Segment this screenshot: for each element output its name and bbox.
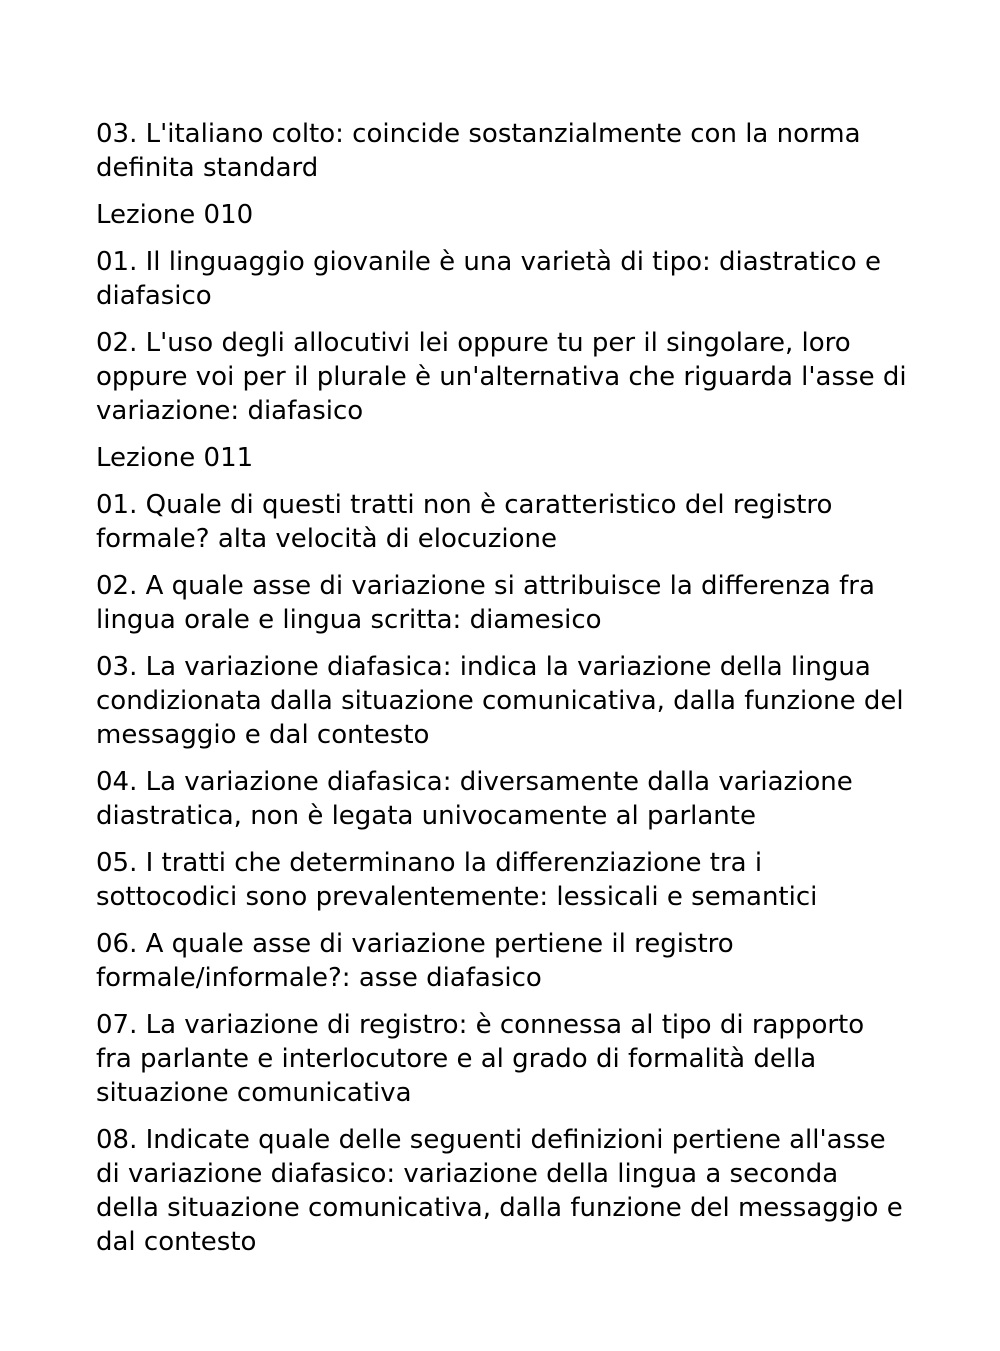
answer-paragraph: 02. A quale asse di variazione si attribuisce la differenza fra lingua orale e lingua scritta: diamesico (96, 571, 875, 635)
answer-paragraph: 08. Indicate quale delle seguenti definizioni pertiene all'asse di variazione diafasico: variazione della lingua a seconda della situazione comunicativa, dalla funzione del messaggio e dal contesto (96, 1125, 903, 1257)
document-page (96, 117, 908, 1272)
lesson-heading: Lezione 011 (96, 443, 254, 473)
answer-paragraph: 01. Quale di questi tratti non è caratteristico del registro formale? alta velocità di elocuzione (96, 490, 833, 554)
answer-paragraph: 07. La variazione di registro: è connessa al tipo di rapporto fra parlante e interlocutore e al grado di formalità della situazione comunicativa (96, 1010, 865, 1108)
answer-paragraph: 02. L'uso degli allocutivi lei oppure tu per il singolare, loro oppure voi per il plurale è un'alternativa che riguarda l'asse di variazione: diafasico (96, 328, 907, 426)
answer-paragraph: 04. La variazione diafasica: diversamente dalla variazione diastratica, non è legata univocamente al parlante (96, 767, 853, 831)
answer-paragraph: 03. La variazione diafasica: indica la variazione della lingua condizionata dalla situazione comunicativa, dalla funzione del messaggio e dal contesto (96, 652, 904, 750)
answer-paragraph: 05. I tratti che determinano la differenziazione tra i sottocodici sono prevalentemente: lessicali e semantici (96, 848, 818, 912)
answer-paragraph: 03. L'italiano colto: coincide sostanzialmente con la norma definita standard (96, 119, 861, 183)
answer-paragraph: 06. A quale asse di variazione pertiene il registro formale/informale?: asse diafasico (96, 929, 734, 993)
lesson-heading: Lezione 010 (96, 200, 254, 230)
answer-paragraph: 01. Il linguaggio giovanile è una varietà di tipo: diastratico e diafasico (96, 247, 881, 311)
